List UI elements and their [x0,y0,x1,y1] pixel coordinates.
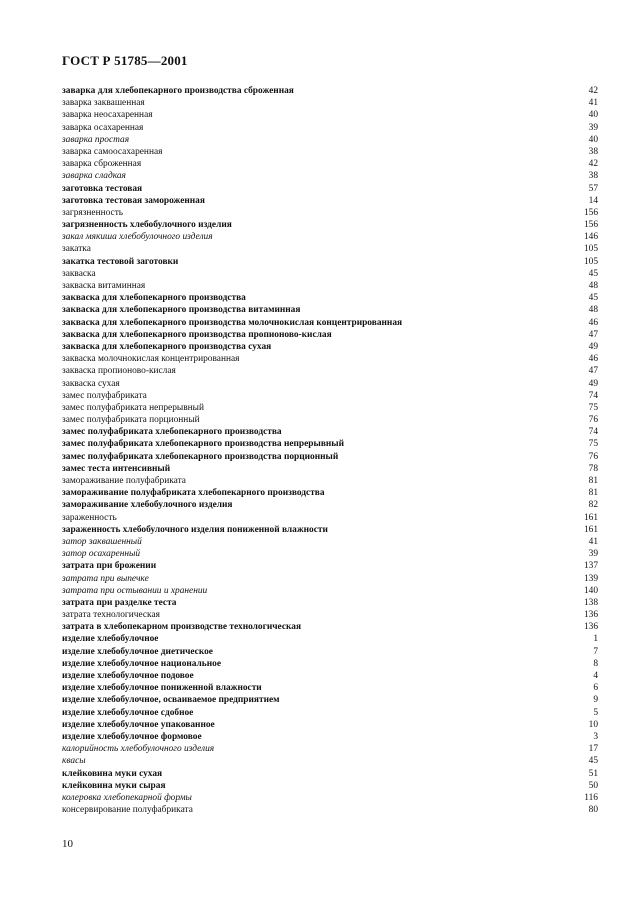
index-page-ref: 136 [583,610,598,621]
index-entry [62,780,598,792]
index-term: колеровка хлебопекарной формы [62,792,192,803]
index-term: замес теста интенсивный [62,463,171,474]
index-term: изделие хлебобулочное диетическое [62,646,213,657]
index-entry [62,280,598,292]
index-term: квасы [62,756,86,767]
index-term: заварка сладкая [62,171,126,182]
page-number: 10 [62,838,73,850]
index-term: закваска [62,268,96,279]
index-entry [62,548,598,560]
index-page-ref: 10 [588,719,598,730]
index-term: закатка [62,244,91,255]
index-term: затрата в хлебопекарном производстве технологическая [62,622,302,633]
index-page-ref: 41 [588,98,598,109]
index-entry [62,633,598,645]
index-entry [62,658,598,670]
index-term: заварка неосахаренная [62,110,153,121]
index-page-ref: 40 [588,110,598,121]
index-entry [62,292,598,304]
index-term: закваска сухая [62,378,120,389]
index-page-ref: 45 [588,268,598,279]
index-page-ref: 47 [588,329,598,340]
index-entry [62,158,598,170]
index-page-ref: 156 [583,207,598,218]
index-page-ref: 156 [583,220,598,231]
index-term: калорийность хлебобулочного изделия [62,744,215,755]
index-term: изделие хлебобулочное [62,634,159,645]
index-term: замес полуфабриката [62,390,147,401]
index-page-ref: 75 [588,402,598,413]
index-entry [62,487,598,499]
index-term: клейковина муки сухая [62,768,163,779]
index-entry [62,451,598,463]
index-term: зараженность [62,512,117,523]
index-entry [62,231,598,243]
index-page-ref: 49 [588,378,598,389]
index-term: затрата при выпечке [62,573,149,584]
index-term: закваска молочнокислая концентрированная [62,354,240,365]
index-entry [62,256,598,268]
index-page-ref: 82 [588,500,598,511]
index-term: заварка для хлебопекарного производства сброженная [62,86,294,96]
index-entry [62,170,598,182]
index-entry [62,621,598,633]
index-page-ref: 41 [588,536,598,547]
index-term: закваска для хлебопекарного производства пропионово-кислая [62,329,332,340]
index-term: затрата при брожении [62,561,157,572]
index-page-ref: 14 [588,195,598,206]
index-term: замес полуфабриката непрерывный [62,402,204,413]
index-entry [62,475,598,487]
term-index-list [62,85,598,816]
index-entry [62,268,598,280]
index-page-ref: 146 [583,232,598,243]
index-page-ref: 39 [588,549,598,560]
index-term: изделие хлебобулочное сдобное [62,707,194,718]
index-page-ref: 42 [588,86,598,96]
index-term: изделие хлебобулочное национальное [62,658,222,669]
index-page-ref: 9 [593,695,598,706]
index-term: закваска пропионово-кислая [62,366,176,377]
index-entry [62,426,598,438]
index-entry [62,597,598,609]
document-header: ГОСТ Р 51785—2001 [62,53,188,68]
index-page-ref: 38 [588,146,598,157]
index-page-ref: 5 [593,707,598,718]
index-entry [62,97,598,109]
index-term: изделие хлебобулочное подовое [62,671,194,681]
index-term: изделие хлебобулочное формовое [62,731,202,742]
index-term: замес полуфабриката хлебопекарного производства порционный [62,451,339,462]
index-page-ref: 39 [588,122,598,133]
index-page-ref: 51 [588,768,598,779]
index-term: затрата при остывании и хранении [62,585,208,596]
index-entry [62,134,598,146]
index-term: заварка самоосахаренная [62,146,163,157]
index-page-ref: 138 [583,597,598,608]
index-term: замораживание полуфабриката хлебопекарного производства [62,488,325,499]
index-term: заварка сброженная [62,159,142,170]
index-term: закваска для хлебопекарного производства сухая [62,341,272,352]
index-term: затрата при разделке теста [62,597,177,608]
index-page-ref: 81 [588,488,598,499]
index-page-ref: 46 [588,317,598,328]
index-entry [62,207,598,219]
index-entry [62,463,598,475]
index-page-ref: 1 [593,634,598,645]
index-entry [62,329,598,341]
index-entry [62,743,598,755]
index-term: замес полуфабриката хлебопекарного производства непрерывный [62,439,345,450]
index-page-ref: 40 [588,134,598,145]
index-entry [62,524,598,536]
index-entry [62,378,598,390]
index-term: загрязненность [62,207,124,218]
index-term: зараженность хлебобулочного изделия пониженной влажности [62,524,328,535]
index-page-ref: 17 [588,744,598,755]
index-page-ref: 6 [593,683,598,694]
index-page-ref: 7 [593,646,598,657]
index-entry [62,304,598,316]
index-term: закваска для хлебопекарного производства [62,293,246,304]
index-page-ref: 139 [583,573,598,584]
index-term: заварка осахаренная [62,122,144,133]
index-entry [62,243,598,255]
index-term: загрязненность хлебобулочного изделия [62,220,232,231]
index-page-ref: 74 [588,427,598,438]
index-page-ref: 136 [583,622,598,633]
index-page-ref: 45 [588,293,598,304]
index-entry [62,682,598,694]
index-term: замораживание полуфабриката [62,476,186,486]
index-entry [62,402,598,414]
index-term: клейковина муки сырая [62,780,166,791]
index-term: закваска для хлебопекарного производства молочнокислая концентрированная [62,317,403,328]
index-term: затор осахаренный [62,549,141,560]
index-entry [62,317,598,329]
index-entry [62,646,598,658]
index-entry [62,512,598,524]
index-page-ref: 105 [583,244,598,255]
index-entry [62,353,598,365]
index-term: консервирование полуфабриката [62,805,193,816]
index-term: заготовка тестовая замороженная [62,195,205,206]
index-term: изделие хлебобулочное упакованное [62,719,215,730]
index-entry [62,670,598,682]
index-page-ref: 78 [588,463,598,474]
index-page-ref: 161 [583,524,598,535]
index-page-ref: 105 [583,256,598,267]
index-term: закатка тестовой заготовки [62,256,179,267]
index-page-ref: 4 [593,671,598,681]
index-page-ref: 140 [583,585,598,596]
index-entry [62,341,598,353]
index-entry [62,755,598,767]
index-page-ref: 3 [593,731,598,742]
index-entry [62,694,598,706]
index-page-ref: 50 [588,780,598,791]
index-entry [62,768,598,780]
index-page-ref: 81 [588,476,598,486]
index-entry [62,195,598,207]
index-entry [62,804,598,816]
index-page-ref: 48 [588,305,598,316]
index-page-ref: 137 [583,561,598,572]
index-page-ref: 42 [588,159,598,170]
index-entry [62,365,598,377]
index-entry [62,122,598,134]
index-term: изделие хлебобулочное, осваиваемое предприятием [62,695,280,706]
index-term: закваска витаминная [62,281,146,291]
index-entry [62,573,598,585]
index-page-ref: 76 [588,415,598,426]
index-entry [62,390,598,402]
index-entry [62,146,598,158]
index-term: замес полуфабриката порционный [62,415,200,426]
index-entry [62,109,598,121]
index-page-ref: 116 [584,792,598,803]
index-page-ref: 47 [588,366,598,377]
index-term: замес полуфабриката хлебопекарного производства [62,427,282,438]
index-page-ref: 46 [588,354,598,365]
index-term: затрата технологическая [62,610,160,621]
index-term: заварка заквашенная [62,98,145,109]
index-term: замораживание хлебобулочного изделия [62,500,233,511]
index-term: затор заквашенный [62,536,142,547]
index-entry [62,414,598,426]
index-entry [62,536,598,548]
index-entry [62,707,598,719]
index-page-ref: 161 [583,512,598,523]
index-entry [62,183,598,195]
index-page-ref: 48 [588,281,598,291]
index-page-ref: 57 [588,183,598,194]
index-entry [62,585,598,597]
index-page-ref: 74 [588,390,598,401]
index-page-ref: 76 [588,451,598,462]
index-page-ref: 49 [588,341,598,352]
index-entry [62,719,598,731]
index-term: заварка простая [62,134,130,145]
index-entry [62,85,598,97]
index-entry [62,609,598,621]
index-page-ref: 45 [588,756,598,767]
index-term: заготовка тестовая [62,183,143,194]
index-entry [62,438,598,450]
index-term: закал мякиша хлебобулочного изделия [62,232,213,243]
index-page-ref: 8 [593,658,598,669]
index-term: закваска для хлебопекарного производства витаминная [62,305,301,316]
index-entry [62,499,598,511]
index-entry [62,792,598,804]
index-term: изделие хлебобулочное пониженной влажности [62,683,262,694]
index-entry [62,219,598,231]
index-entry [62,560,598,572]
index-page-ref: 80 [588,805,598,816]
index-page-ref: 38 [588,171,598,182]
index-entry [62,731,598,743]
index-page-ref: 75 [588,439,598,450]
